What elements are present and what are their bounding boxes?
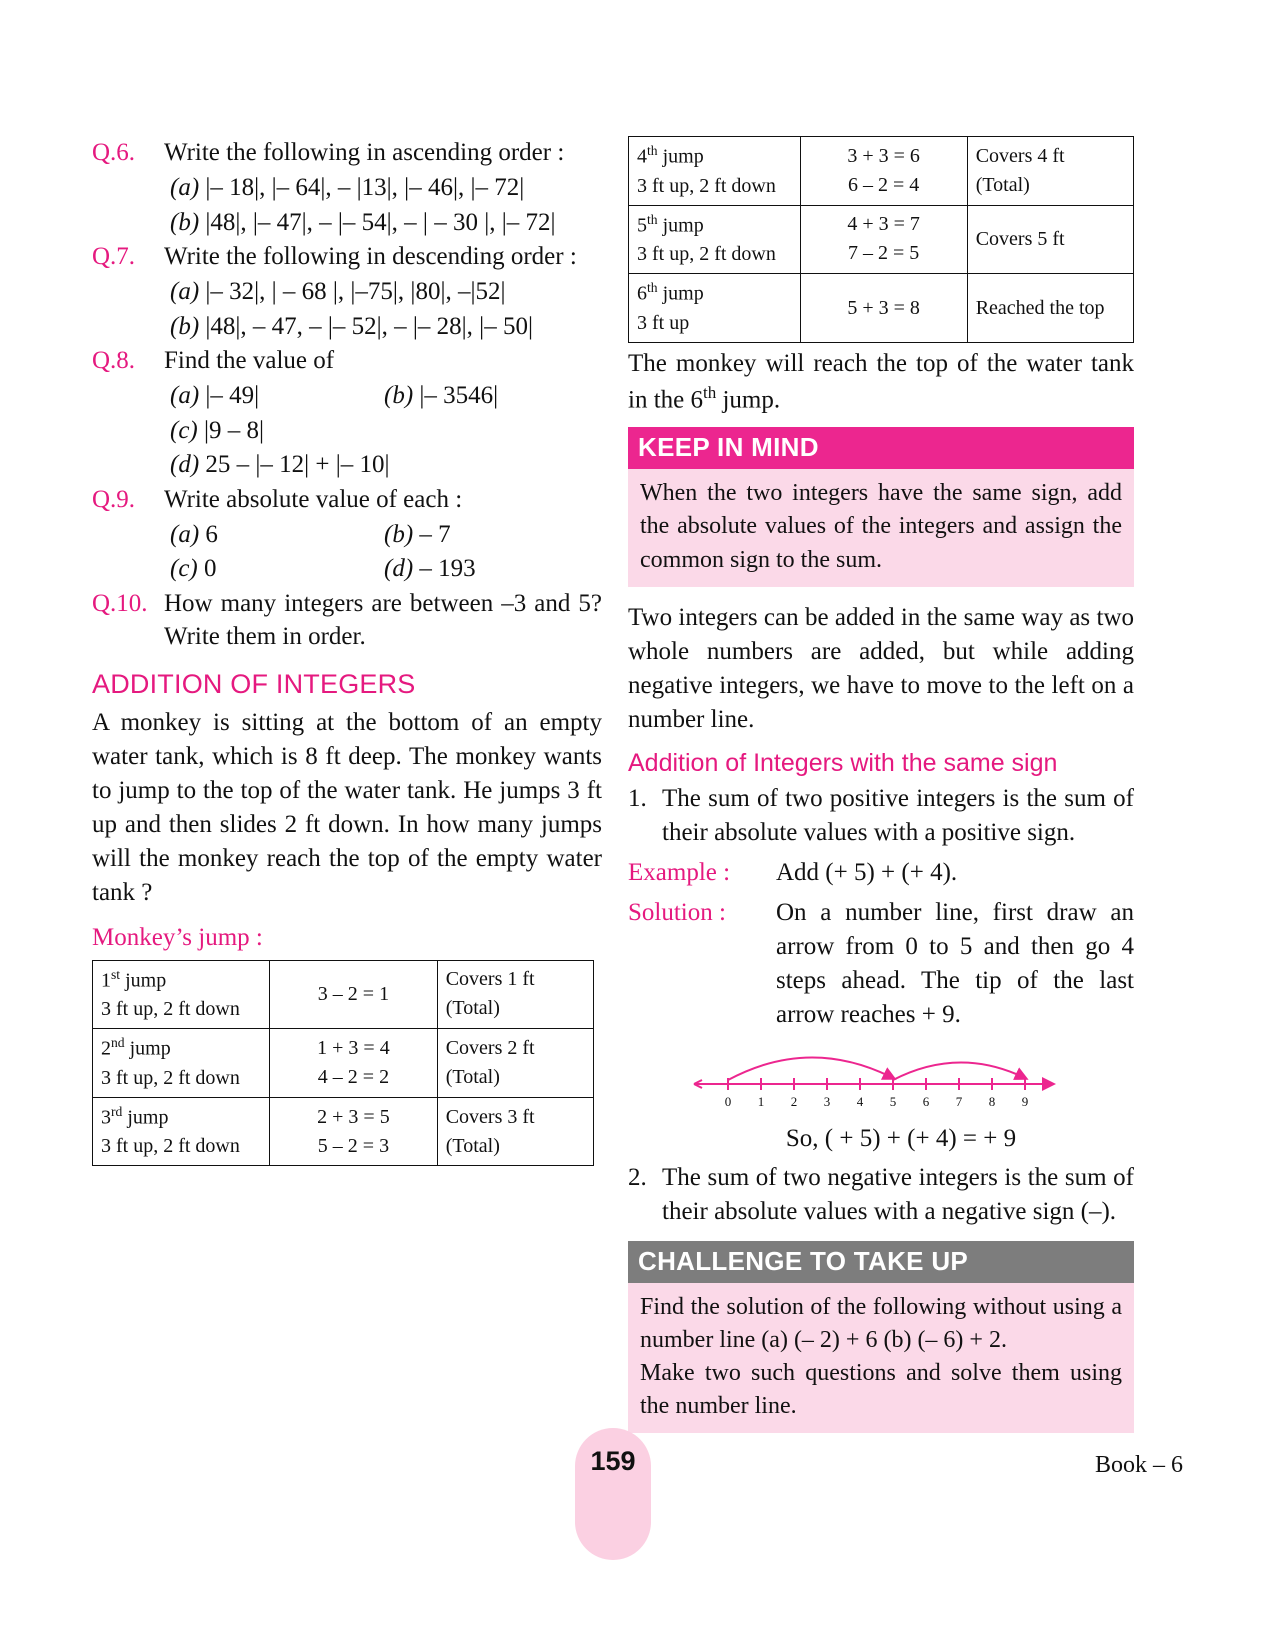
question-sub-pair — [170, 552, 602, 587]
svg-text:9: 9 — [1021, 1093, 1029, 1109]
question-number: Q.9. — [92, 485, 136, 513]
jump-title — [637, 141, 792, 172]
question-number: Q.10. — [92, 589, 148, 617]
calc-line-2: 6 – 2 = 4 — [848, 173, 920, 196]
sub-text: |– 18|, |– 64|, – |13|, |– 46|, |– 72| — [205, 174, 525, 201]
question-block — [92, 587, 602, 653]
result-line-1: Reached the top — [975, 296, 1105, 319]
challenge-title: CHALLENGE TO TAKE UP — [628, 1241, 1134, 1283]
calc-line-1: 5 + 3 = 8 — [847, 296, 920, 319]
challenge-line-1: Find the solution of the following without using a number line (a) (– 2) + 6 (b) (– 6) + 2. — [640, 1293, 1122, 1353]
sub-label: (c) — [170, 416, 198, 444]
two-integers-paragraph: Two integers can be added in the same way as two whole numbers are added, but while adding negative integers, we have to move to the left on a number line. — [628, 603, 1134, 733]
sub-label: (d) — [170, 451, 200, 478]
jump-ordinal: 5 — [637, 214, 647, 237]
jump-word: jump — [657, 145, 704, 168]
table-cell-result — [967, 137, 1133, 206]
table-cell-result — [437, 1029, 593, 1098]
sub-label: (a) — [170, 174, 200, 201]
table-cell-calc — [800, 137, 967, 206]
calc-line-2: 5 – 2 = 3 — [317, 1134, 390, 1157]
section-heading-addition: ADDITION OF INTEGERS — [92, 668, 416, 699]
item-number: 2. — [628, 1163, 647, 1191]
table-row — [93, 1029, 594, 1098]
table-cell-result — [437, 1097, 593, 1166]
solution-row — [628, 896, 1134, 1032]
table-row — [93, 1097, 594, 1166]
jump-ordinal-suffix: st — [111, 966, 121, 982]
jump-ordinal: 3 — [101, 1106, 111, 1129]
jump-word: jump — [657, 214, 704, 237]
table-row — [93, 960, 594, 1029]
subheading-addition-same-sign: Addition of Integers with the same sign — [628, 748, 1058, 777]
book-label: Book – 6 — [1094, 1452, 1183, 1478]
table-cell-jump — [93, 1097, 270, 1166]
svg-text:8: 8 — [988, 1093, 996, 1109]
item-number: 1. — [628, 784, 647, 812]
sub-label: (c) — [170, 555, 198, 582]
item-text: The sum of two positive integers is the sum of their absolute values with a positive sign. — [662, 784, 1134, 846]
jump-title — [637, 210, 792, 241]
jump-arc-5-to-9 — [893, 1062, 1025, 1080]
sub-text: |48|, – 47, – |– 52|, – |– 28|, |– 50| — [205, 312, 533, 340]
result-line-1: Covers 4 ft — [975, 144, 1065, 167]
jump-word: jump — [122, 1106, 169, 1129]
jump-title — [101, 1033, 261, 1064]
number-line-figure — [688, 1042, 1134, 1119]
table-cell-calc — [800, 274, 967, 343]
svg-text:5: 5 — [889, 1093, 897, 1109]
table-cell-jump — [93, 960, 270, 1029]
jump-title — [101, 965, 261, 996]
result-line-1: Covers 2 ft (Total) — [445, 1036, 535, 1088]
table-cell-calc — [270, 1029, 438, 1098]
sub-label: (b) — [384, 520, 414, 548]
question-sub-item — [170, 310, 602, 345]
conclusion-ordinal-suffix: th — [703, 382, 717, 402]
question-number: Q.7. — [92, 243, 136, 270]
jump-word: jump — [120, 969, 167, 992]
monkey-jump-table — [92, 960, 594, 1167]
question-text: Find the value of — [164, 347, 335, 374]
keep-in-mind-body: When the two integers have the same sign, add the absolute values of the integers and assign the common sign to the sum. — [628, 469, 1134, 586]
sub-label: (a) — [170, 278, 200, 305]
svg-text:7: 7 — [955, 1093, 963, 1109]
example-text: Add (+ 5) + (+ 4). — [776, 858, 958, 886]
question-text: Write absolute value of each : — [164, 485, 463, 513]
table-row — [629, 205, 1134, 274]
question-block — [92, 344, 602, 377]
question-text: Write the following in ascending order : — [164, 139, 565, 166]
challenge-box — [628, 1241, 1134, 1433]
jump-detail: 3 ft up, 2 ft down — [101, 998, 240, 1021]
result-line-2: (Total) — [975, 173, 1030, 196]
result-line-1: Covers 3 ft — [445, 1105, 535, 1128]
item-text: The sum of two negative integers is the sum of their absolute values with a negative sign (–). — [662, 1163, 1134, 1225]
question-number: Q.6. — [92, 139, 136, 166]
tick-labels — [725, 1094, 1029, 1109]
sub-text: 0 — [204, 555, 217, 582]
question-number: Q.8. — [92, 347, 136, 374]
jump-ordinal: 2 — [101, 1037, 111, 1060]
page-number: 159 — [590, 1446, 636, 1476]
question-sub-item — [170, 448, 602, 483]
numbered-item — [628, 1161, 1134, 1229]
jump-word: jump — [124, 1037, 171, 1060]
sub-text: – 193 — [419, 555, 476, 582]
jump-title — [637, 278, 792, 309]
monkey-problem-paragraph: A monkey is sitting at the bottom of an empty water tank, which is 8 ft deep. The monkey wants to jump to the top of the water tank. He jumps 3 ft up and then slides 2 ft down. In how many jumps will the monkey reach the top of the empty water tank ? — [92, 708, 602, 906]
conclusion-paragraph — [628, 347, 1134, 417]
jump-detail: 3 ft up, 2 ft down — [637, 243, 776, 266]
solution-text: On a number line, first draw an arrow from 0 to 5 and then go 4 steps ahead. The tip of the last arrow reaches + 9. — [776, 898, 1134, 1028]
jump-ordinal-suffix: nd — [111, 1035, 125, 1051]
table-cell-jump — [93, 1029, 270, 1098]
jump-title — [101, 1102, 261, 1133]
table-cell-jump — [629, 205, 801, 274]
sub-text: 25 – |– 12| + |– 10| — [205, 451, 390, 478]
question-block — [92, 240, 602, 273]
calc-line-1: 3 – 2 = 1 — [317, 982, 390, 1005]
challenge-body — [628, 1283, 1134, 1433]
jump-ordinal: 6 — [637, 282, 647, 305]
jump-word: jump — [657, 282, 704, 305]
right-column — [628, 136, 1134, 1433]
example-row — [628, 856, 1134, 890]
question-sub-item — [170, 275, 602, 310]
challenge-line-2: Make two such questions and solve them using the number line. — [640, 1359, 1122, 1419]
jump-detail: 3 ft up, 2 ft down — [101, 1066, 240, 1089]
keep-in-mind-box — [628, 427, 1134, 586]
table-cell-result — [437, 960, 593, 1029]
example-label: Example : — [628, 858, 731, 886]
table-row — [629, 137, 1134, 206]
jump-ordinal: 4 — [637, 145, 647, 168]
calc-line-2: 7 – 2 = 5 — [848, 242, 920, 265]
table-row — [629, 274, 1134, 343]
table-cell-calc — [800, 205, 967, 274]
conclusion-text-end: jump. — [716, 386, 781, 414]
question-sub-item — [170, 171, 602, 206]
table-cell-calc — [270, 1097, 438, 1166]
jump-ordinal-suffix: th — [647, 143, 658, 158]
jump-detail: 3 ft up, 2 ft down — [637, 174, 776, 197]
sub-text: – 7 — [419, 520, 451, 548]
sub-label: (b) — [170, 312, 200, 340]
calc-line-2: 4 – 2 = 2 — [317, 1065, 390, 1088]
sub-label: (a) — [170, 382, 200, 409]
jump-continuation-table — [628, 136, 1134, 343]
monkey-jump-label: Monkey’s jump : — [92, 923, 263, 951]
table-cell-calc — [270, 960, 438, 1029]
question-sub-pair — [170, 379, 602, 414]
svg-text:1: 1 — [757, 1093, 765, 1109]
number-line-svg — [688, 1042, 1058, 1114]
jump-ordinal-suffix: rd — [111, 1103, 123, 1119]
calc-line-1: 4 + 3 = 7 — [847, 213, 920, 236]
sub-text: 6 — [205, 520, 218, 548]
calc-line-1: 3 + 3 = 6 — [847, 144, 920, 167]
jump-arc-0-to-5 — [728, 1057, 893, 1080]
result-line-1: Covers 5 ft — [975, 227, 1065, 250]
svg-text:0: 0 — [724, 1093, 732, 1109]
sub-text: |9 – 8| — [204, 416, 265, 444]
solution-label: Solution : — [628, 898, 726, 926]
question-block — [92, 136, 602, 169]
question-sub-item — [170, 414, 602, 449]
svg-text:2: 2 — [790, 1093, 798, 1109]
jump-ordinal-suffix: th — [647, 211, 658, 227]
svg-text:6: 6 — [922, 1093, 930, 1109]
question-sub-pair — [170, 518, 602, 553]
jump-ordinal-suffix: th — [647, 280, 658, 296]
sub-text: |– 3546| — [419, 382, 499, 409]
so-result-text: So, ( + 5) + (+ 4) = + 9 — [785, 1124, 1017, 1152]
sub-text: |– 32|, | – 68 |, |–75|, |80|, –|52| — [205, 278, 506, 305]
sub-label: (d) — [384, 555, 414, 582]
sub-text: |48|, |– 47|, – |– 54|, – | – 30 |, |– 72| — [205, 208, 556, 236]
question-text: Write the following in descending order : — [164, 243, 577, 270]
table-cell-jump — [629, 137, 801, 206]
jump-detail: 3 ft up, 2 ft down — [101, 1135, 240, 1158]
svg-text:4: 4 — [856, 1093, 864, 1109]
table-cell-jump — [629, 274, 801, 343]
question-block — [92, 483, 602, 516]
table-cell-result — [967, 274, 1133, 343]
question-text: How many integers are between –3 and 5? Write them in order. — [164, 589, 602, 650]
table-cell-result — [967, 205, 1133, 274]
result-line-2: (Total) — [445, 1134, 500, 1157]
jump-detail: 3 ft up — [637, 311, 690, 334]
sub-text: |– 49| — [205, 382, 260, 409]
sub-label: (a) — [170, 520, 200, 548]
question-sub-item — [170, 206, 602, 241]
numbered-item — [628, 782, 1134, 850]
sub-label: (b) — [384, 382, 414, 409]
result-line-1: Covers 1 ft (Total) — [445, 968, 535, 1020]
calc-line-1: 2 + 3 = 5 — [317, 1105, 390, 1128]
sub-label: (b) — [170, 208, 200, 236]
jump-ordinal: 1 — [101, 969, 111, 992]
keep-in-mind-title: KEEP IN MIND — [628, 427, 1134, 469]
left-column — [92, 136, 602, 1166]
conclusion-text-start: The monkey will reach the top of the water tank in the 6 — [628, 349, 1134, 414]
svg-text:3: 3 — [823, 1093, 831, 1109]
calc-line-1: 1 + 3 = 4 — [317, 1036, 390, 1059]
